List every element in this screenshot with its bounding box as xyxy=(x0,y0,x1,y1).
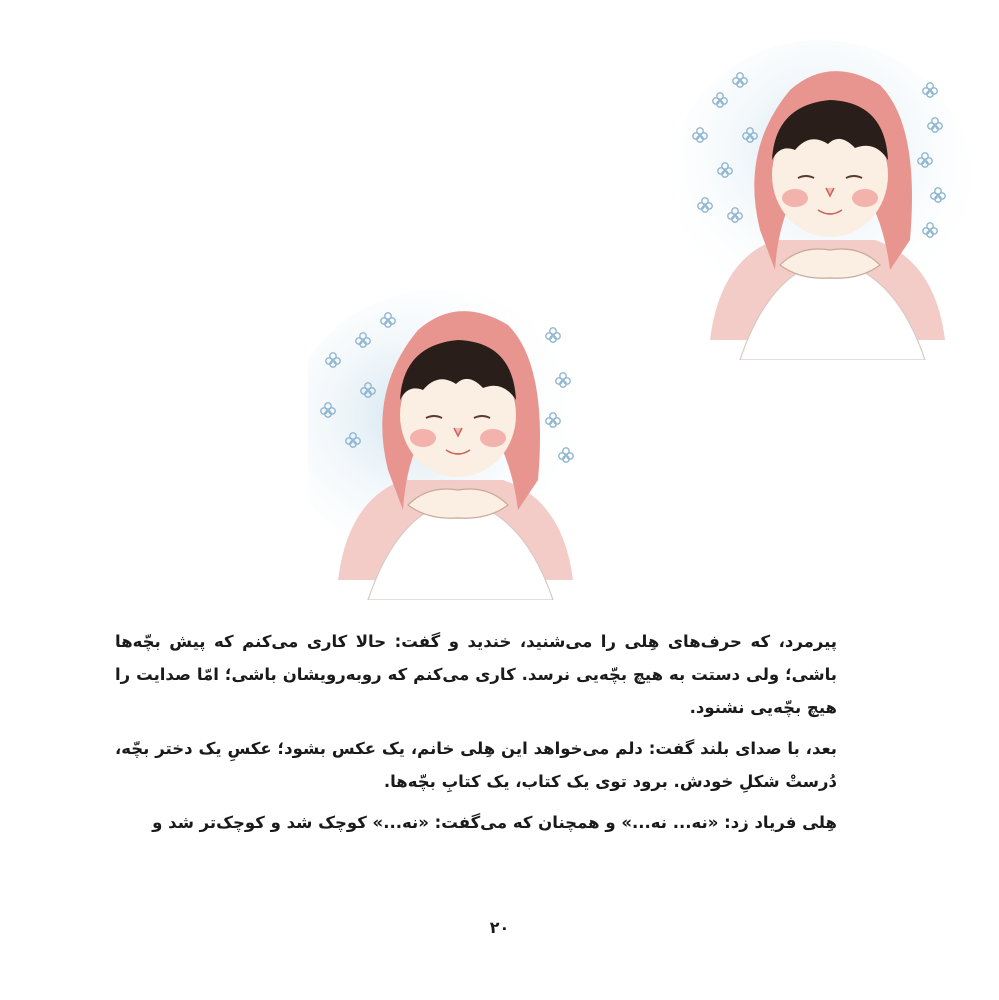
girl-illustration-middle xyxy=(308,280,598,600)
paragraph-1: پیرمرد، که حرف‌های هِلی را می‌شنید، خندید و گفت: حالا کاری می‌کنم که پیش بچّه‌ها باشی؛ ولی دستت به هیچ بچّه‌یی نرسد. کاری می‌کنم که روبه‌رویشان باشی؛ امّا صدایت را هیچ بچّه‌یی نشنود. xyxy=(115,632,837,717)
girl-in-scarf-icon xyxy=(680,40,970,360)
girl-illustration-top xyxy=(680,40,970,360)
girl-in-scarf-icon xyxy=(308,280,598,600)
paragraph-3: هِلی فریاد زد: «نه... نه...» و همچنان که می‌گفت: «نه...» کوچک شد و کوچک‌تر شد و xyxy=(152,813,837,832)
page-number: ۲۰ xyxy=(489,918,510,937)
story-text xyxy=(115,625,837,847)
paragraph-2: بعد، با صدای بلند گفت: دلم می‌خواهد این هِلی خانم، یک عکس بشود؛ عکسِ یک دختر بچّه، دُرستْ شکلِ خودش. برود توی یک کتاب، یک کتابِ بچّه‌ها. xyxy=(115,739,837,791)
